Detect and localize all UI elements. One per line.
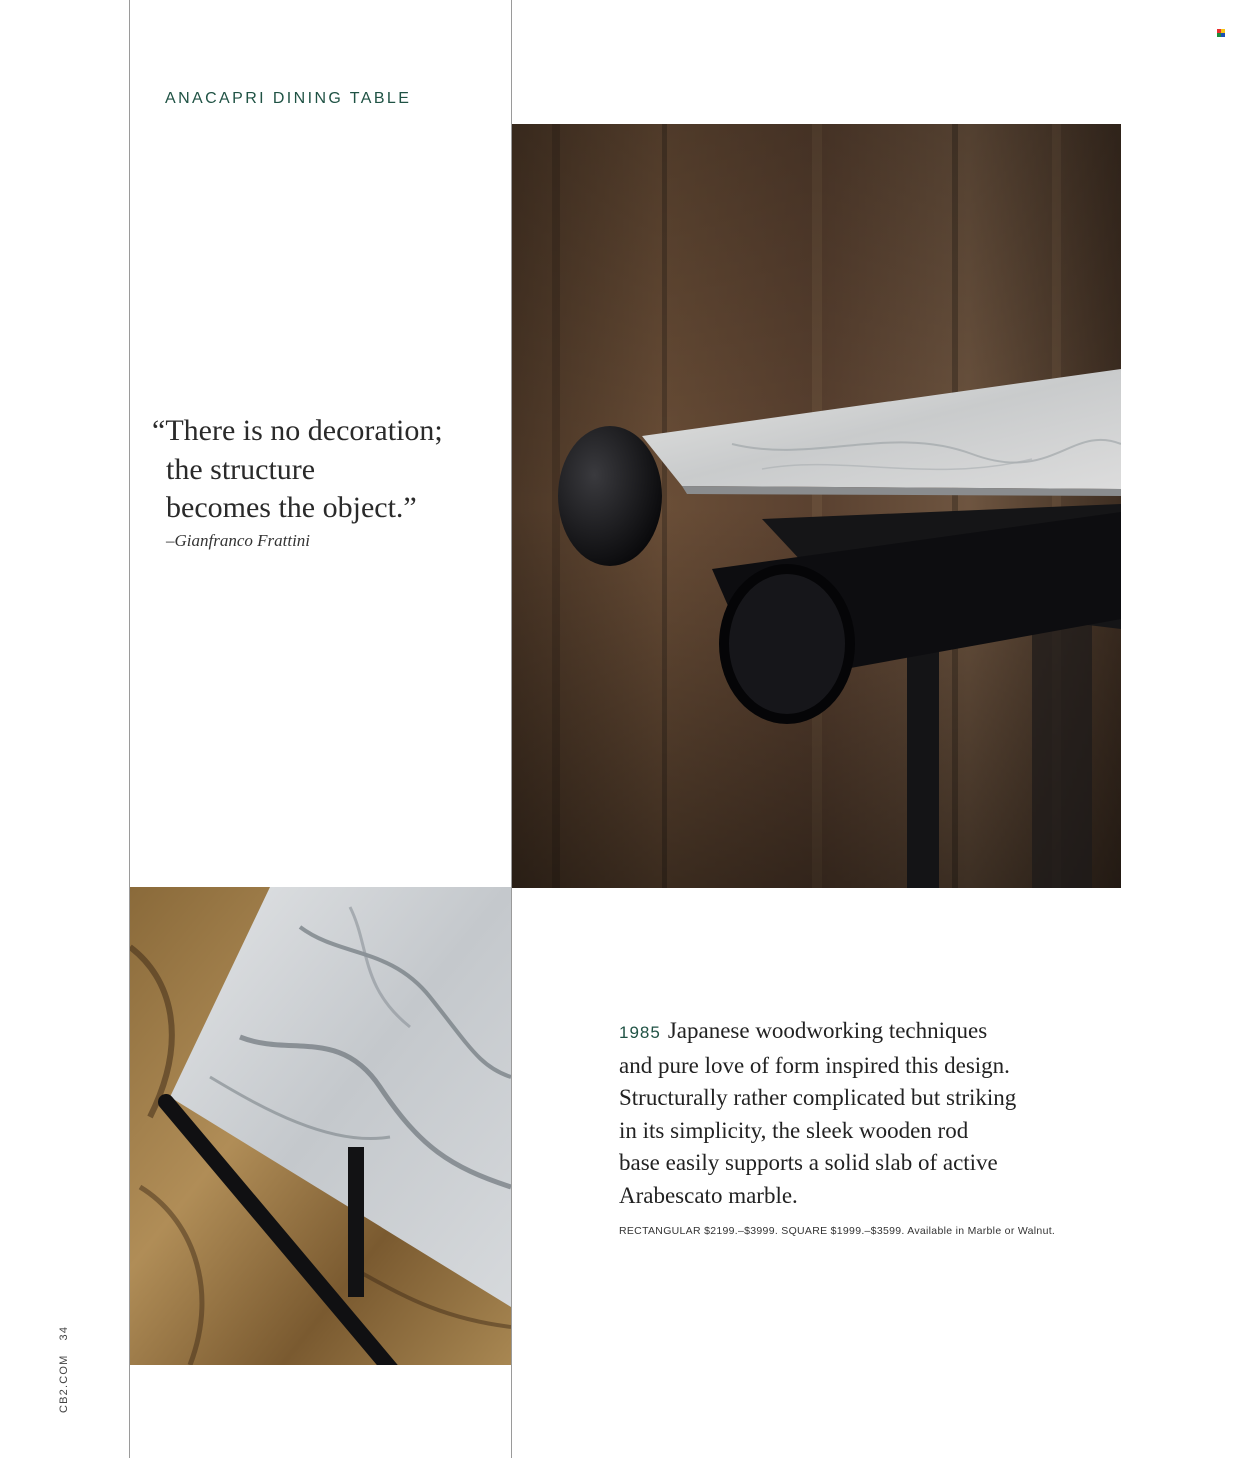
product-description xyxy=(619,1015,1089,1213)
page-folio xyxy=(58,1326,70,1413)
year-label: 1985 xyxy=(619,1023,661,1042)
marble-tabletop-detail-photo xyxy=(130,887,511,1365)
description-line: base easily supports a solid slab of active xyxy=(619,1150,998,1176)
description-line: and pure love of form inspired this design. xyxy=(619,1052,1010,1078)
table-corner-closeup-photo xyxy=(512,124,1121,888)
site-url: CB2.COM xyxy=(58,1354,70,1413)
page-title: ANACAPRI DINING TABLE xyxy=(165,90,412,107)
description-line: in its simplicity, the sleek wooden rod xyxy=(619,1117,969,1143)
quote-line: the structure xyxy=(166,452,316,486)
page-number: 34 xyxy=(58,1325,70,1341)
description-line: Arabescato marble. xyxy=(619,1182,798,1208)
description-line: Structurally rather complicated but striking xyxy=(619,1085,1017,1111)
quote-line: becomes the object.” xyxy=(166,491,417,524)
price-note: RECTANGULAR $2199.–$3999. SQUARE $1999.–$3599. Available in Marble or Walnut. xyxy=(619,1225,1056,1237)
color-swatch-mark xyxy=(1217,29,1225,37)
quote-attribution: –Gianfranco Frattini xyxy=(166,530,311,550)
pull-quote xyxy=(152,412,443,551)
description-line: 1985 Japanese woodworking techniques xyxy=(619,1018,988,1043)
quote-line: “There is no decoration; xyxy=(152,414,443,447)
